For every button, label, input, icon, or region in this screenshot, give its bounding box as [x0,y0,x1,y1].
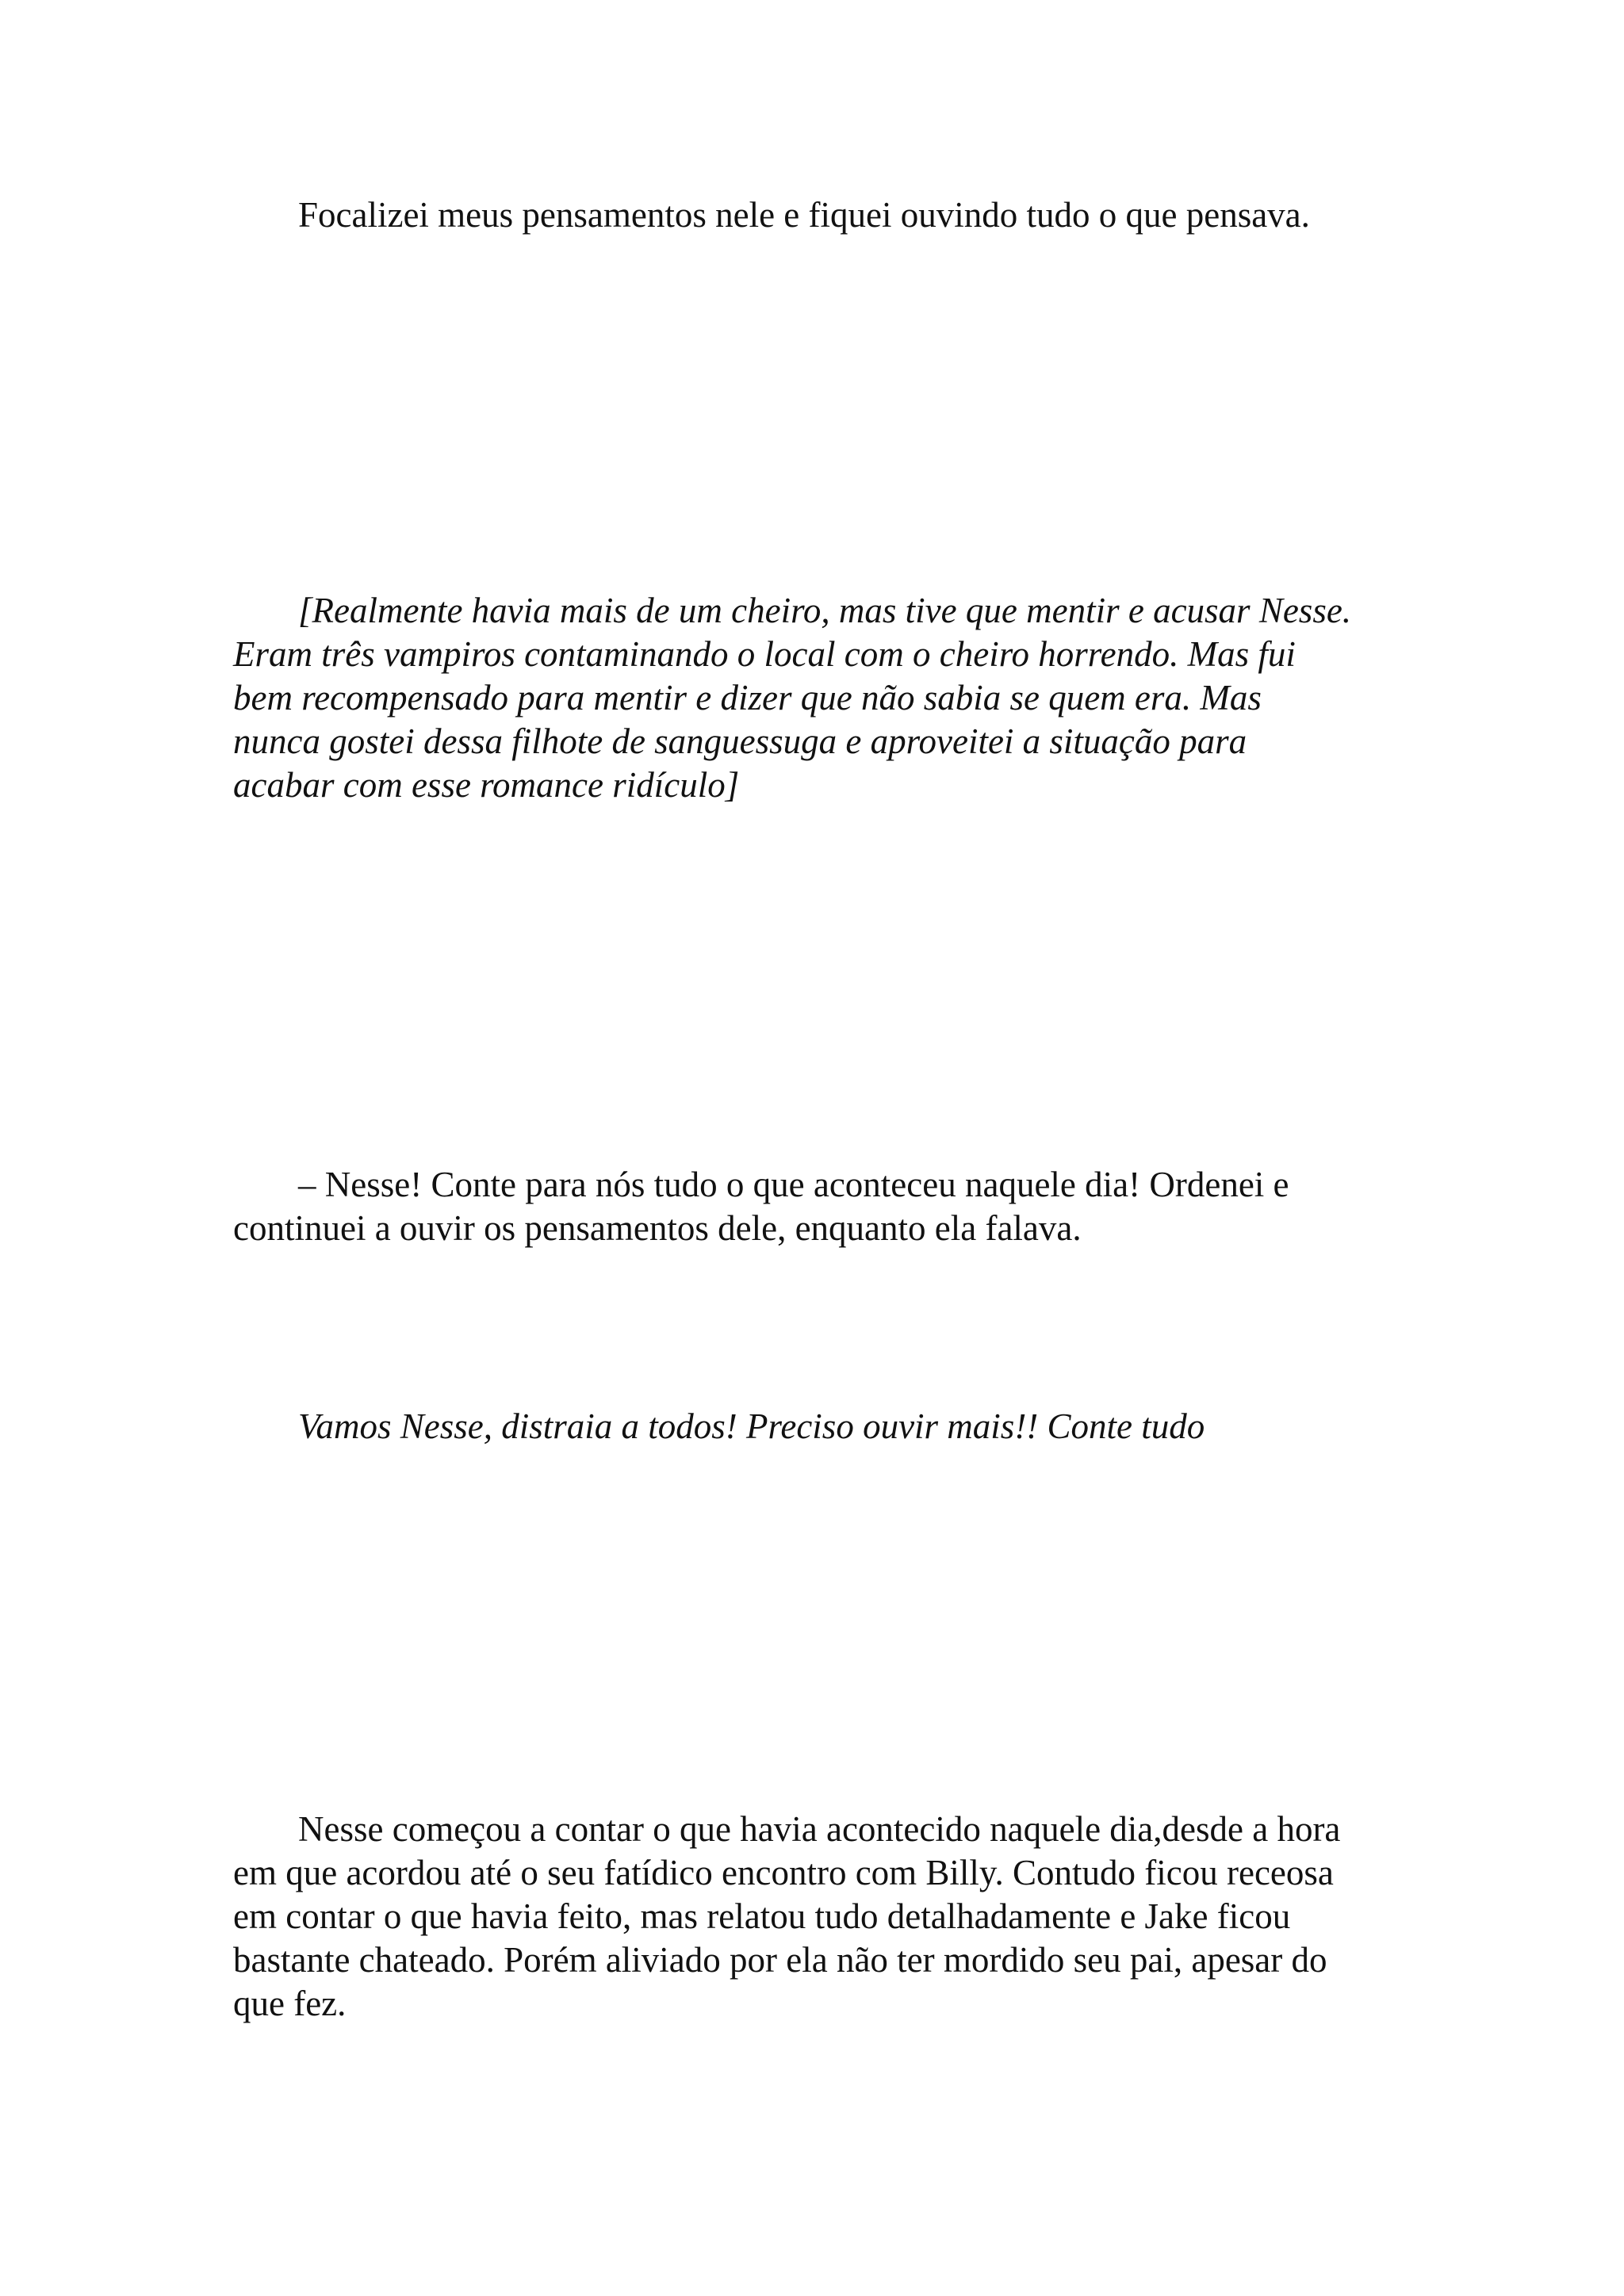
paragraph-4-line-1: Vamos Nesse, distraia a todos! Preciso ouvir mais!! Conte tudo [298,1406,1205,1446]
paragraph-5-line-3: em contar o que havia feito, mas relatou tudo detalhadamente e Jake ficou [233,1896,1291,1936]
paragraph-1-line-1: Focalizei meus pensamentos nele e fiquei ouvindo tudo o que pensava. [298,195,1310,235]
paragraph-5-line-1: Nesse começou a contar o que havia acontecido naquele dia,desde a hora [298,1809,1341,1849]
paragraph-5-narration [233,1808,1423,2026]
paragraph-5-line-2: em que acordou até o seu fatídico encontro com Billy. Contudo ficou receosa [233,1853,1334,1892]
paragraph-3-line-1: – Nesse! Conte para nós tudo o que aconteceu naquele dia! Ordenei e [298,1165,1289,1204]
paragraph-2-thought [233,589,1423,807]
paragraph-2-line-1: [Realmente havia mais de um cheiro, mas tive que mentir e acusar Nesse. [298,591,1352,630]
paragraph-2-line-4: nunca gostei dessa filhote de sanguessuga e aproveitei a situação para [233,721,1247,761]
paragraph-2-line-3: bem recompensado para mentir e dizer que não sabia se quem era. Mas [233,678,1262,718]
paragraph-5-line-4: bastante chateado. Porém aliviado por ela não ter mordido seu pai, apesar do [233,1940,1327,1980]
paragraph-3-dialogue [233,1163,1423,1250]
paragraph-5-line-5: que fez. [233,1984,347,2023]
paragraph-4-thought [233,1405,1423,1448]
paragraph-2-line-2: Eram três vampiros contaminando o local com o cheiro horrendo. Mas fui [233,634,1296,674]
paragraph-2-line-5: acabar com esse romance ridículo] [233,765,740,805]
paragraph-1 [233,193,1423,237]
paragraph-3-line-2: continuei a ouvir os pensamentos dele, enquanto ela falava. [233,1208,1082,1248]
